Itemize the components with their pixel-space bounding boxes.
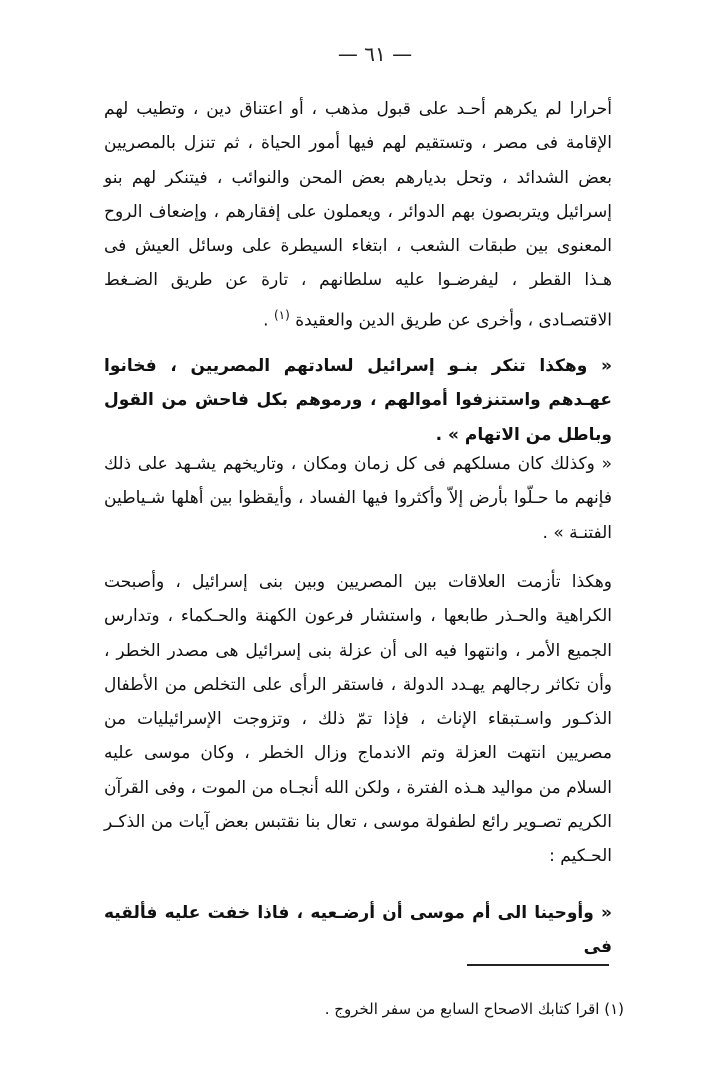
footnote-divider — [467, 964, 609, 966]
paragraph-4: وهكذا تأزمت العلاقات بين المصريين وبين بنى إسرائيل ، وأصبحت الكراهية والحـذر طابعها ، واستشار فرعون الكهنة والحـكماء ، وتدارس الجميع الأمر ، وانتهوا فيه الى أن عزلة بنى إسرائيل هى مصدر الخطر ، وأن تكاثر رجالهم يهـدد الدولة ، فاستقر الرأى على التخلص من الأطفال الذكـور واسـتبقاء الإناث ، فإذا تمّ ذلك ، وتزوجت الإسرائيليات من مصريين انتهت العزلة وتم الاندماج وزال الخطر ، وكان موسى عليه السلام من مواليد هـذه الفترة ، ولكن الله أنجـاه من الموت ، وفى القرآن الكريم تصـوير رائع لطفولة موسى ، تعال بنا نقتبس بعض آيات من الذكـر الحـكيم : — [104, 572, 612, 867]
quote-paragraph-2: « وكذلك كان مسلكهم فى كل زمان ومكان ، وتاريخهم يشـهد على ذلك فإنهم ما حـلّوا بأرض إلاّ وأكثروا فيها الفساد ، وأيقظوا بين أهلها شـياطين الفتنـة » . — [104, 454, 612, 543]
page-number: — ٦١ — — [337, 42, 413, 66]
paragraph-1-end: . — [263, 310, 274, 331]
paragraph-1-text: أحرارا لم يكرهم أحـد على قبول مذهب ، أو اعتناق دين ، وتطيب لهم الإقامة فى مصر ، وتستقيم لهم فيها أمور الحياة ، ثم تنزل بالمصريين بعض الشدائد ، وتحل بديارهم بعض المحن والنوائب ، فيتنكر لهم بنو إسرائيل ويتربصون بهم الدوائر ، ويعملون على إفقارهم ، وإضعاف الروح المعنوى بين طبقات الشعب ، ابتغاء السيطرة على وسائل العيش فى هـذا القطر ، ليفرضـوا عليه سلطانهم ، تارة عن طريق الضـغط الاقتصـادى ، وأخرى عن طريق الدين والعقيدة — [104, 99, 612, 331]
quran-quote-paragraph: « وأوحينا الى أم موسى أن أرضـعيه ، فاذا خفت عليه فألقيه فى — [104, 903, 612, 958]
paragraph-1 — [104, 92, 612, 338]
quote-paragraph-1: « وهكذا تنكر بنـو إسرائيل لسادتهم المصريين ، فخانوا عهـدهم واستنزفوا أموالهم ، ورموهم بكل فاحش من القول وباطل من الاتهام » . — [104, 356, 612, 445]
footnote-reference: (١) — [273, 307, 290, 322]
footnote: (١) اقرا كتابك الاصحاح السابع من سفر الخروج . — [324, 1000, 624, 1018]
